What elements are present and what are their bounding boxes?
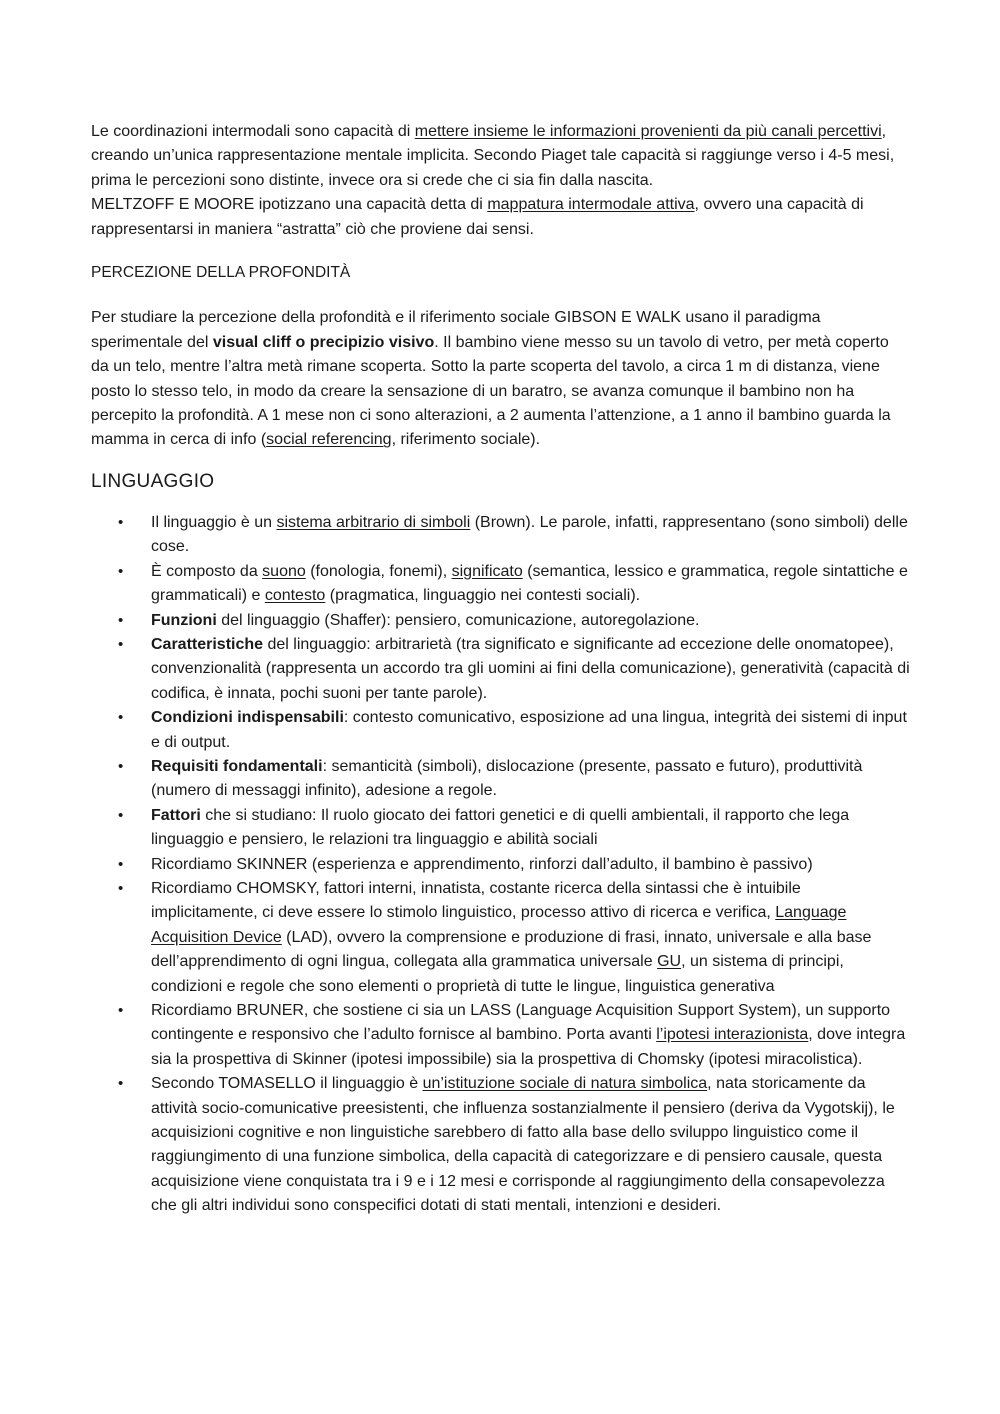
bullet-marker: • [118,1075,124,1093]
intro-underlined-phrase: mappatura intermodale attiva [487,196,695,214]
item-text: (Brown). Le parole, infatti, rappresentano (sono simboli) delle cose. [151,513,908,556]
list-item [91,1072,910,1218]
item-text: , dove integra sia la prospettiva di Skinner (ipotesi impossibile) sia la prospettiva di Chomsky (ipotesi miracolistica). [151,1026,906,1068]
item-underlined-phrase: significato [451,562,523,580]
list-item [91,804,910,853]
list-item [91,560,910,609]
intro-underlined-phrase: mettere insieme le informazioni provenienti da più canali percettivi [414,123,882,140]
list-item [91,853,910,877]
item-underlined-phrase: sistema arbitrario di simboli [276,513,471,531]
bullet-marker: • [118,635,124,653]
list-item [91,706,910,755]
intro-paragraph [91,120,910,242]
depth-underlined-phrase: social referencing [266,431,392,449]
item-text: : contesto comunicativo, esposizione ad una lingua, integrità dei sistemi di input e di output. [151,709,907,751]
list-item [91,511,910,560]
list-item [91,609,910,633]
bullet-marker: • [118,1002,124,1019]
list-item [91,999,910,1072]
item-text: , un sistema di principi, condizioni e regole che sono elementi o proprietà di tutte le lingue, linguistica generativa [151,953,844,995]
item-underlined-phrase: GU [657,953,682,971]
item-bold-term: Funzioni [151,611,217,629]
intro-text: MELTZOFF E MOORE ipotizzano una capacità detta di [91,196,488,214]
item-underlined-phrase: l’ipotesi interazionista [656,1026,809,1044]
item-bold-term: Caratteristiche [151,635,264,653]
bullet-marker: • [118,709,124,727]
item-text: Ricordiamo CHOMSKY, fattori interni, innatista, costante ricerca della sintassi che è intuibile implicitamente, ci deve essere lo stimolo linguistico, processo attivo di ricerca e verifica, [151,879,801,922]
intro-text: , creando un’unica rappresentazione mentale implicita. Secondo Piaget tale capacità si raggiunge verso i 4-5 mesi, prima le percezioni sono distinte, invece ora si crede che ci sia fin dalla nascita. [91,123,895,189]
item-text: , nata storicamente da attività socio-comunicative preesistenti, che influenza sostanzialmente il pensiero (deriva da Vygotskij), le acquisizioni cognitive e non linguistiche sarebbero di fatto alla base dello sviluppo linguistico come il raggiungimento di una funzione simbolica, della capacità di categorizzare e di pensiero causale, questa acquisizione viene conquistata tra i 9 e i 12 mesi e corrisponde al raggiungimento della consapevolezza che gli altri individui sono conspecifici dotati di stati mentali, intenzioni e desideri. [151,1075,895,1215]
depth-bold-phrase: visual cliff o precipizio visivo [212,333,435,351]
depth-text: . Il bambino viene messo su un tavolo di vetro, per metà coperto da un telo, mentre l’altra metà rimane scoperta. Sotto la parte scoperta del tavolo, a circa 1 m di distanza, viene posto lo stesso telo, in modo da creare la sensazione di un baratro, se avanza comunque il bambino non ha percepito la profondità. A 1 mese non ci sono alterazioni, a 2 aumenta l’attenzione, a 1 anno il bambino guarda la mamma in cerca di info ( [91,333,891,449]
item-underlined-phrase: suono [262,562,306,580]
list-item [91,633,910,706]
item-text: (pragmatica, linguaggio nei contesti sociali). [325,587,641,605]
bullet-marker: • [118,806,124,824]
item-bold-term: Condizioni indispensabili [151,709,344,727]
item-underlined-phrase: un’istituzione sociale di natura simbolica [422,1075,708,1093]
language-bullet-list [91,511,910,1219]
item-text: Ricordiamo SKINNER (esperienza e apprendimento, rinforzi dall’adulto, il bambino è passivo) [151,855,813,873]
bullet-marker: • [118,879,124,897]
bullet-marker: • [118,562,124,580]
item-text: Secondo TOMASELLO il linguaggio è [151,1075,423,1093]
item-text: (semantica, lessico e grammatica, regole sintattiche e grammaticali) e [151,562,908,605]
item-text: del linguaggio (Shaffer): pensiero, comunicazione, autoregolazione. [216,611,700,629]
item-underlined-phrase: Language Acquisition Device [151,904,847,946]
item-text: : semanticità (simboli), dislocazione (presente, passato e futuro), produttività (numero di messaggi infinito), adesione a regole. [151,757,863,800]
depth-text: , riferimento sociale). [391,431,541,449]
item-text: (fonologia, fonemi), [305,562,452,580]
item-text: che si studiano: Il ruolo giocato dei fattori genetici e di quelli ambientali, il rapporto che lega linguaggio e pensiero, le relazioni tra linguaggio e abilità sociali [151,806,850,849]
item-text: Il linguaggio è un [151,513,277,531]
bullet-marker: • [118,757,124,775]
depth-text: Per studiare la percezione della profondità e il riferimento sociale GIBSON E WALK usano il paradigma sperimentale del [91,309,821,351]
list-item [91,755,910,804]
bullet-marker: • [118,611,124,629]
item-text: Ricordiamo BRUNER, che sostiene ci sia un LASS (Language Acquisition Support System), un supporto contingente e responsivo che l’adulto fornisce al bambino. Porta avanti [151,1002,891,1044]
item-text: del linguaggio: arbitrarietà (tra significato e significante ad eccezione delle onomatopee), convenzionalità (rappresenta un accordo tra gli uomini ai fini della comunicazione), generatività (capacità di codifica, è innata, pochi suoni per tante parole). [151,635,910,702]
item-bold-term: Requisiti fondamentali [151,757,323,775]
section-heading-language: LINGUAGGIO [91,470,215,492]
bullet-marker: • [118,513,124,531]
intro-text: , ovvero una capacità di rappresentarsi in maniera “astratta” ciò che proviene dai sensi. [91,196,864,238]
section-heading-depth: PERCEZIONE DELLA PROFONDITÀ [91,264,351,282]
bullet-marker: • [118,855,124,873]
item-bold-term: Fattori [151,806,201,824]
list-item [91,877,910,999]
item-underlined-phrase: contesto [264,587,326,605]
item-text: (LAD), ovvero la comprensione e produzione di frasi, innato, universale e alla base dell’apprendimento di ogni lingua, collegata alla grammatica universale [151,928,872,971]
depth-paragraph [91,306,910,452]
intro-text: Le coordinazioni intermodali sono capacità di [91,123,415,140]
item-text: È composto da [151,562,263,580]
